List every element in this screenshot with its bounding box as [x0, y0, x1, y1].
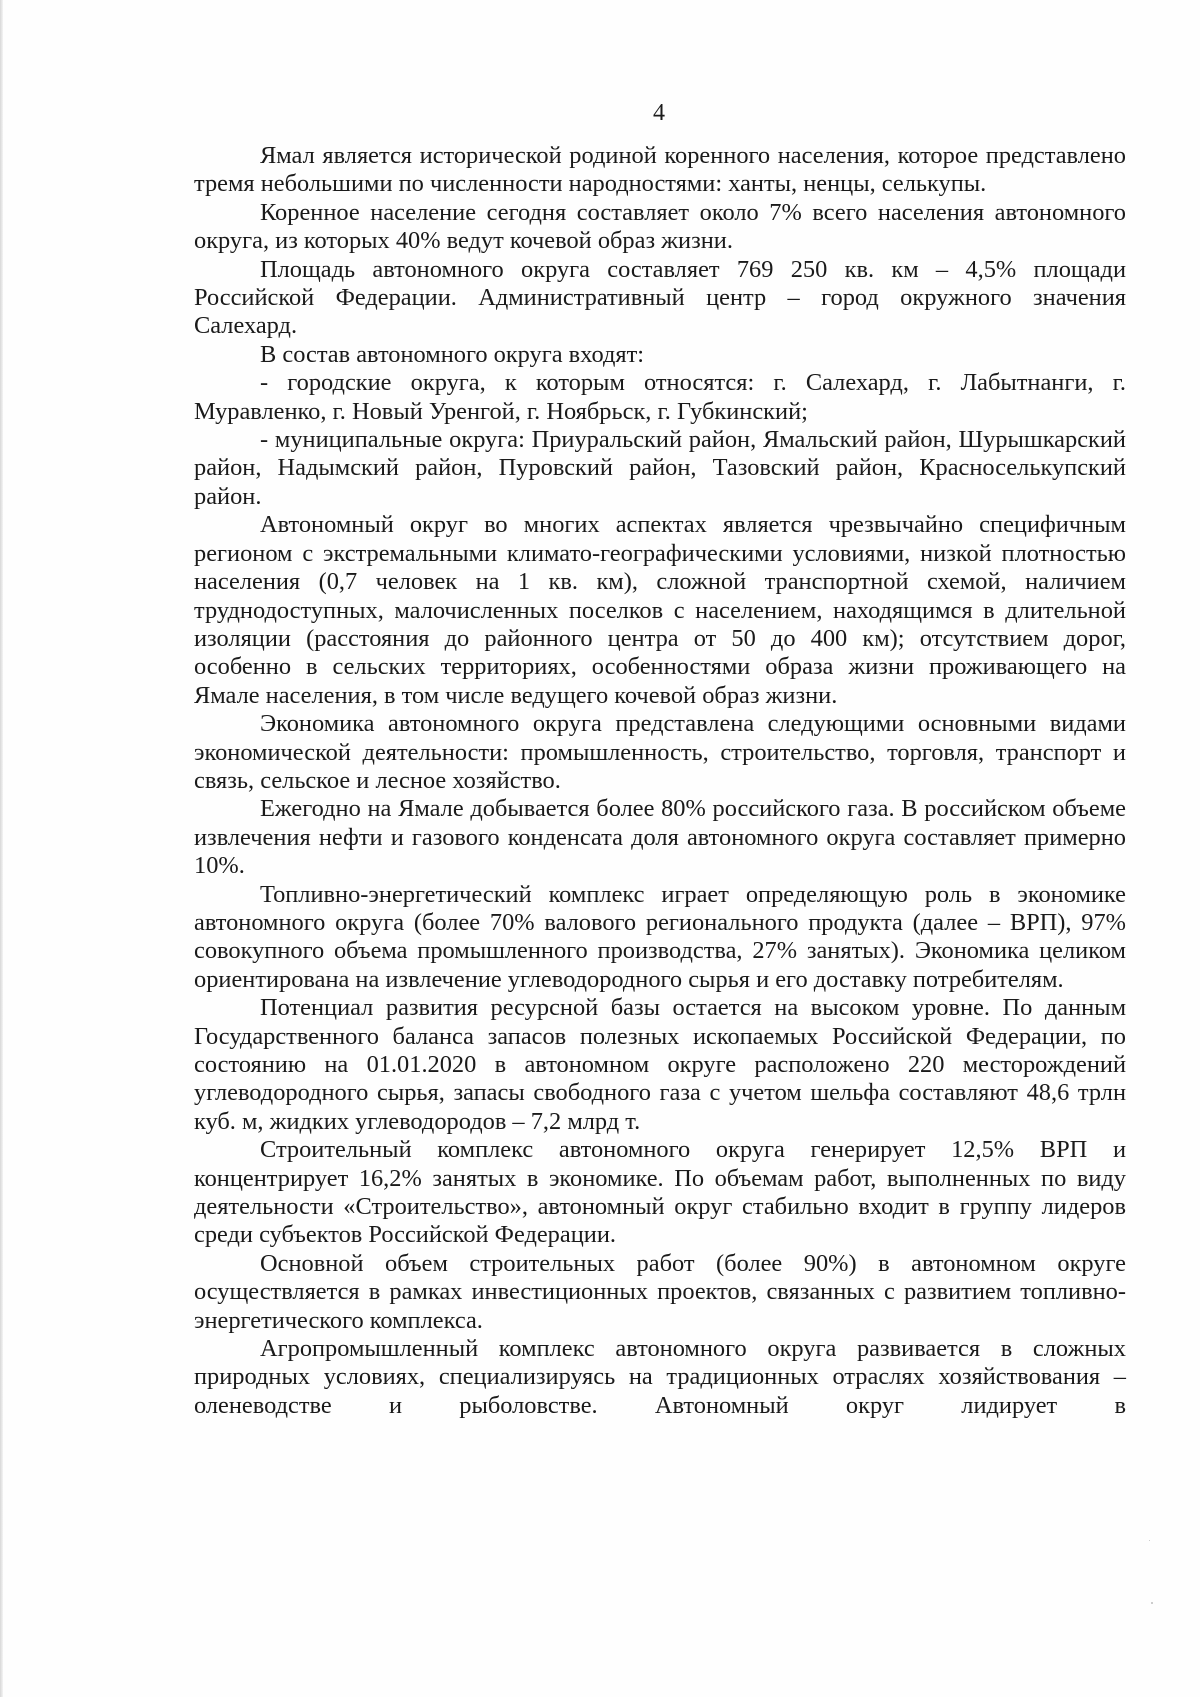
paragraph-resource-base: Потенциал развития ресурсной базы остается на высоком уровне. По данным Государственного баланса запасов полезных ископаемых Российской Федерации, по состоянию на 01.01.2020 в автономном округе расположено 220 месторождений углеводородного сырья, запасы свободного газа с учетом шельфа составляют 48,6 трлн куб. м, жидких углеводородов – 7,2 млрд т.: [194, 994, 1126, 1135]
list-item-urban-districts: - городские округа, к которым относятся: г. Салехард, г. Лабытнанги, г. Муравленко, г. Новый Уренгой, г. Ноябрьск, г. Губкинский;: [194, 369, 1126, 425]
paragraph-agro-complex: Агропромышленный комплекс автономного округа развивается в сложных природных условиях, специализируясь на традиционных отраслях хозяйствования – оленеводстве и рыболовстве. Автономный округ лидирует в: [194, 1335, 1126, 1419]
paragraph-region-specifics: Автономный округ во многих аспектах является чрезвычайно специфичным регионом с экстремальными климато-географическими условиями, низкой плотностью населения (0,7 человек на 1 кв. км), сложной транспортной схемой, наличием труднодоступных, малочисленных поселков с населением, находящимся в длительной изоляции (расстояния до районного центра от 50 до 400 км); отсутствием дорог, особенно в сельских территориях, особенностями образа жизни проживающего на Ямале населения, в том числе ведущего кочевой образ жизни.: [194, 511, 1126, 709]
paragraph-gas-production: Ежегодно на Ямале добывается более 80% российского газа. В российском объеме извлечения нефти и газового конденсата доля автономного округа составляет примерно 10%.: [194, 795, 1126, 880]
scan-edge: [0, 0, 3, 1697]
paragraph-composition-intro: В состав автономного округа входят:: [260, 340, 645, 368]
page-number: 4: [653, 100, 665, 126]
paragraph-yamal-homeland: Ямал является исторической родиной коренного населения, которое представлено тремя небольшими по численности народностями: ханты, ненцы, селькупы.: [194, 142, 1126, 198]
document-body: [194, 142, 1126, 1420]
paragraph-fuel-energy-complex: Топливно-энергетический комплекс играет определяющую роль в экономике автономного округа (более 70% валового регионального продукта (далее – ВРП), 97% совокупного объема промышленного производства, 27% занятых). Экономика целиком ориентирована на извлечение углеводородного сырья и его доставку потребителям.: [194, 880, 1126, 993]
paragraph-construction-complex: Строительный комплекс автономного округа генерирует 12,5% ВРП и концентрирует 16,2% занятых в экономике. По объемам работ, выполненных по виду деятельности «Строительство», автономный округ стабильно входит в группу лидеров среди субъектов Российской Федерации.: [194, 1136, 1126, 1249]
paragraph-indigenous-population: Коренное население сегодня составляет около 7% всего населения автономного округа, из которых 40% ведут кочевой образ жизни.: [194, 198, 1126, 255]
paragraph-area: Площадь автономного округа составляет 769 250 кв. км – 4,5% площади Российской Федерации. Административный центр – город окружного значения Салехард.: [194, 255, 1126, 340]
scan-speck: [1149, 1540, 1150, 1541]
paragraph-construction-volume: Основной объем строительных работ (более 90%) в автономном округе осуществляется в рамках инвестиционных проектов, связанных с развитием топливно-энергетического комплекса.: [194, 1249, 1126, 1334]
scan-speck: [1151, 1602, 1153, 1604]
list-item-municipal-districts: - муниципальные округа: Приуральский район, Ямальский район, Шурышкарский район, Надымский район, Пуровский район, Тазовский район, Красноселькупский район.: [194, 426, 1126, 510]
paragraph-economy-overview: Экономика автономного округа представлена следующими основными видами экономической деятельности: промышленность, строительство, торговля, транспорт и связь, сельское и лесное хозяйство.: [194, 710, 1126, 794]
